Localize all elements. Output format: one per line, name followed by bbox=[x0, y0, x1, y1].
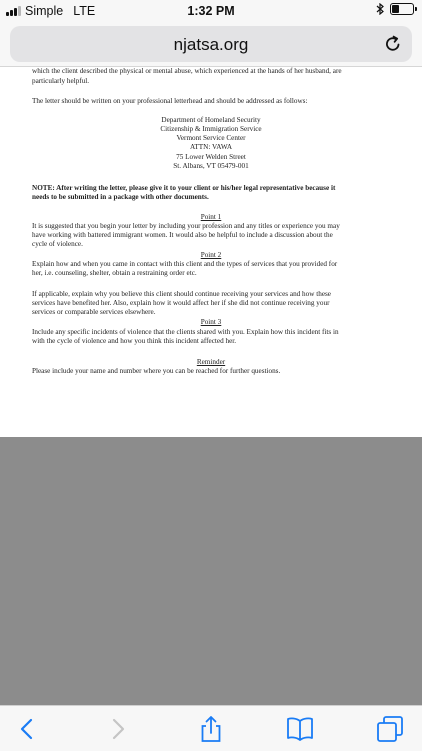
cutoff-line: which the client described the physical or mental abuse, which experienced at the hands of her husband, are bbox=[32, 67, 342, 75]
share-icon[interactable] bbox=[196, 714, 226, 744]
letterhead-intro: The letter should be written on your professional letterhead and should be addressed as follows: bbox=[32, 97, 308, 105]
point3-heading: Point 3 bbox=[200, 318, 222, 326]
carrier-name: Simple bbox=[25, 4, 64, 18]
network-type: LTE bbox=[73, 4, 96, 18]
cutoff-cont: particularly helpful. bbox=[32, 77, 90, 85]
point2-text: her, i.e. counseling, shelter, obtain a restraining order etc. bbox=[32, 269, 197, 277]
address-line: Department of Homeland Security bbox=[161, 116, 261, 124]
point1-text: have working with battered immigrant women. It would also be helpful to include a discussion about the bbox=[32, 231, 333, 239]
point2b-text: If applicable, explain why you believe this client should continue receiving your services and how these bbox=[32, 290, 331, 298]
note-line: NOTE: After writing the letter, please give it to your client or his/her legal representative because it bbox=[32, 184, 336, 192]
status-time: 1:32 PM bbox=[187, 4, 235, 18]
point2b-text: services have benefited her. Also, explain how it would affect her if she did not continue receiving your bbox=[32, 299, 330, 307]
tabs-icon[interactable] bbox=[375, 714, 405, 744]
bluetooth-icon bbox=[376, 3, 384, 15]
forward-icon[interactable] bbox=[103, 714, 133, 744]
point2-heading: Point 2 bbox=[200, 251, 222, 259]
point2-text: Explain how and when you came in contact with this client and the types of services that you provided for bbox=[32, 260, 338, 268]
address-bar[interactable] bbox=[10, 26, 412, 62]
address-line: ATTN: VAWA bbox=[189, 143, 233, 151]
bookmarks-icon[interactable] bbox=[285, 714, 315, 744]
back-icon[interactable] bbox=[12, 714, 42, 744]
address-line: 75 Lower Welden Street bbox=[176, 153, 246, 161]
address-bar-area bbox=[0, 22, 422, 67]
point3-text: Include any specific incidents of violence that the clients shared with you. Explain how this incident fits in bbox=[32, 328, 339, 336]
address-line: Vermont Service Center bbox=[176, 134, 246, 142]
reminder-heading: Reminder bbox=[196, 358, 226, 366]
point2b-text: services or comparable services elsewhere. bbox=[32, 308, 156, 316]
note-line: needs to be submitted in a package with other documents. bbox=[32, 193, 209, 201]
point1-text: cycle of violence. bbox=[32, 240, 83, 248]
address-line: Citizenship & Immigration Service bbox=[160, 125, 262, 133]
status-right bbox=[376, 3, 414, 15]
point1-text: It is suggested that you begin your letter by including your profession and any titles or experience you may bbox=[32, 222, 340, 230]
point1-heading: Point 1 bbox=[200, 213, 222, 221]
browser-toolbar bbox=[0, 705, 422, 751]
url-text[interactable]: njatsa.org bbox=[173, 35, 249, 54]
battery-icon bbox=[390, 3, 414, 15]
status-bar bbox=[0, 0, 422, 22]
address-line: St. Albans, VT 05479-001 bbox=[173, 162, 249, 170]
reload-icon[interactable] bbox=[383, 34, 403, 54]
point3-text: with the cycle of violence and how you think this incident affected her. bbox=[32, 337, 237, 345]
document-page bbox=[0, 67, 422, 437]
reminder-text: Please include your name and number where you can be reached for further questions. bbox=[32, 367, 281, 375]
